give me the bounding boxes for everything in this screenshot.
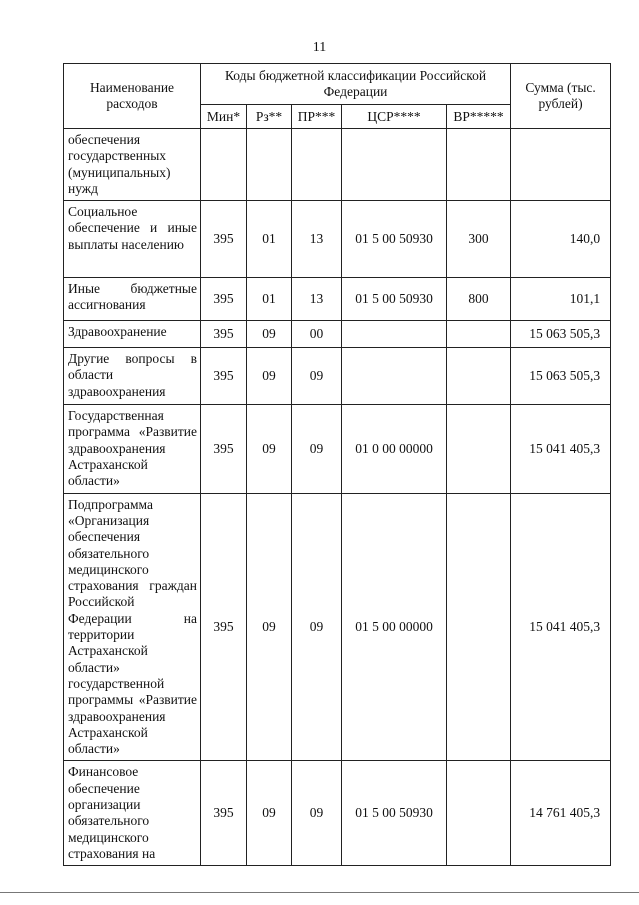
row-rz: 01 <box>247 201 292 278</box>
row-name: Финансовое обеспечение организации обязательного медицинского страхования на <box>64 761 201 866</box>
header-name: Наименование расходов <box>64 64 201 129</box>
row-sum: 15 063 505,3 <box>511 348 611 405</box>
row-sum: 15 063 505,3 <box>511 321 611 348</box>
row-sum <box>511 129 611 201</box>
header-sum: Сумма (тыс. рублей) <box>511 64 611 129</box>
row-vr <box>447 493 511 761</box>
row-min: 395 <box>201 405 247 493</box>
row-rz: 09 <box>247 493 292 761</box>
header-pr: ПР*** <box>292 105 342 129</box>
row-name: Государственная программа «Развитие здравоохранения Астраханской области» <box>64 405 201 493</box>
row-pr: 09 <box>292 348 342 405</box>
row-min: 395 <box>201 493 247 761</box>
row-sum: 15 041 405,3 <box>511 405 611 493</box>
row-pr: 09 <box>292 405 342 493</box>
row-rz <box>247 129 292 201</box>
row-name: Иные бюджетные ассигнования <box>64 278 201 321</box>
row-vr <box>447 321 511 348</box>
row-pr: 13 <box>292 278 342 321</box>
row-sum: 140,0 <box>511 201 611 278</box>
header-vr: ВР***** <box>447 105 511 129</box>
row-csr <box>342 129 447 201</box>
row-pr: 09 <box>292 493 342 761</box>
row-csr: 01 5 00 50930 <box>342 278 447 321</box>
row-min: 395 <box>201 201 247 278</box>
row-pr <box>292 129 342 201</box>
row-sum: 14 761 405,3 <box>511 761 611 866</box>
row-min: 395 <box>201 278 247 321</box>
row-name: Другие вопросы в области здравоохранения <box>64 348 201 405</box>
row-csr <box>342 321 447 348</box>
footer-divider <box>0 892 639 893</box>
row-name: Здравоохранение <box>64 321 201 348</box>
row-csr: 01 5 00 50930 <box>342 761 447 866</box>
table-row <box>64 761 611 866</box>
row-pr: 00 <box>292 321 342 348</box>
table-row <box>64 321 611 348</box>
row-vr: 800 <box>447 278 511 321</box>
row-sum: 101,1 <box>511 278 611 321</box>
table-row <box>64 278 611 321</box>
row-vr: 300 <box>447 201 511 278</box>
header-codes-group: Коды бюджетной классификации Российской Федерации <box>201 64 511 105</box>
header-min: Мин* <box>201 105 247 129</box>
header-rz: Рз** <box>247 105 292 129</box>
row-rz: 09 <box>247 321 292 348</box>
table-row <box>64 405 611 493</box>
row-csr: 01 5 00 00000 <box>342 493 447 761</box>
row-vr <box>447 129 511 201</box>
row-min <box>201 129 247 201</box>
page-number: 11 <box>312 40 327 55</box>
row-rz: 09 <box>247 405 292 493</box>
row-sum: 15 041 405,3 <box>511 493 611 761</box>
row-min: 395 <box>201 761 247 866</box>
header-csr: ЦСР**** <box>342 105 447 129</box>
row-rz: 09 <box>247 761 292 866</box>
row-name: Подпрограмма «Организация обеспечения обязательного медицинского страхования граждан Российской Федерации на территории Астраханской области» государственной программы «Развитие здравоохранения Астраханской области» <box>64 493 201 761</box>
row-min: 395 <box>201 348 247 405</box>
row-rz: 01 <box>247 278 292 321</box>
row-pr: 09 <box>292 761 342 866</box>
table-row <box>64 348 611 405</box>
row-name: Социальное обеспечение и иные выплаты населению <box>64 201 201 278</box>
row-pr: 13 <box>292 201 342 278</box>
header-row-top <box>64 64 611 105</box>
row-csr: 01 0 00 00000 <box>342 405 447 493</box>
row-rz: 09 <box>247 348 292 405</box>
table-row <box>64 201 611 278</box>
row-name: обеспечения государственных (муниципальных) нужд <box>64 129 201 201</box>
row-min: 395 <box>201 321 247 348</box>
row-vr <box>447 348 511 405</box>
row-csr <box>342 348 447 405</box>
table-row <box>64 129 611 201</box>
row-vr <box>447 761 511 866</box>
row-csr: 01 5 00 50930 <box>342 201 447 278</box>
table-row <box>64 493 611 761</box>
budget-table <box>63 63 611 866</box>
row-vr <box>447 405 511 493</box>
